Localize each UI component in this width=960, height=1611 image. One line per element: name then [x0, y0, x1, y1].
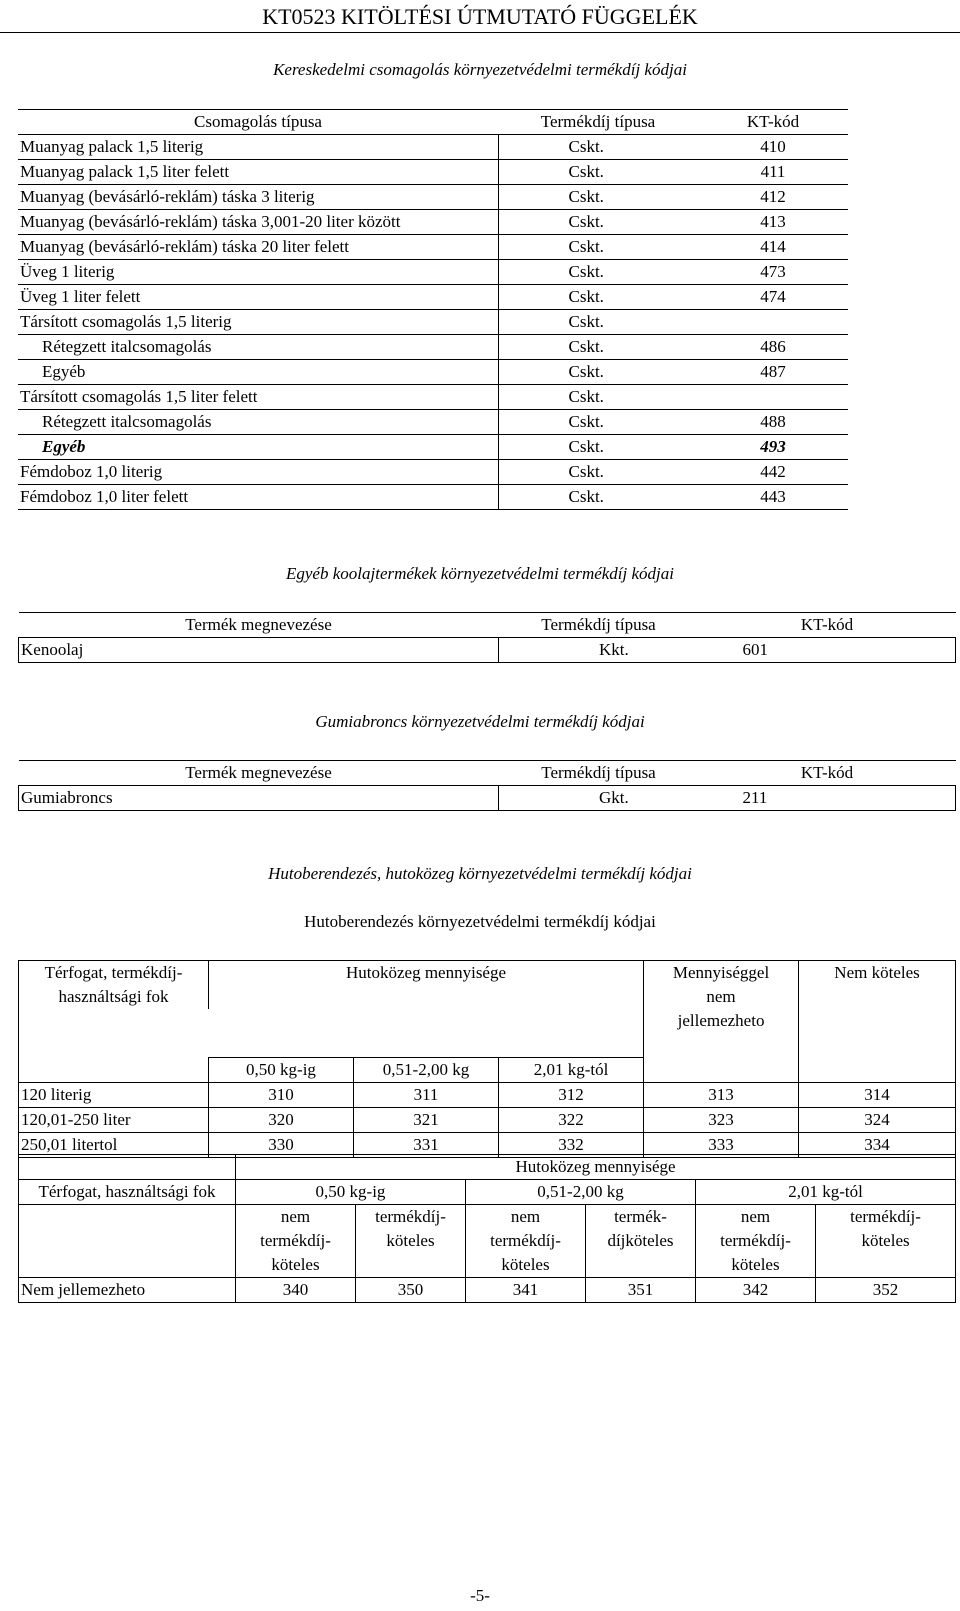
- col-header-volume: Térfogat, használtsági fok: [19, 1180, 236, 1205]
- col-header-kt-code: KT-kód: [746, 112, 800, 131]
- col-header-coolant: Hutoközeg mennyisége: [236, 1155, 956, 1180]
- table-row: Társított csomagolás 1,5 literig Cskt.: [18, 310, 848, 335]
- subheader-required: termék- díjköteles: [586, 1205, 696, 1278]
- table-row: 250,01 litertol 330 331 332 333 334: [19, 1132, 956, 1157]
- table-row: Muanyag (bevásárló-reklám) táska 20 liter felett Cskt. 414: [18, 235, 848, 260]
- subheader-not-required: nem termékdíj- köteles: [696, 1205, 816, 1278]
- table-row: Kenoolaj Kkt. 601: [19, 638, 956, 663]
- section1-caption: Kereskedelmi csomagolás környezetvédelmi termékdíj kódjai: [273, 60, 687, 79]
- table-row: 120 literig 310 311 312 313 314: [19, 1082, 956, 1107]
- col-header-volume: Térfogat, termékdíj- használtsági fok: [19, 961, 209, 1010]
- table-row: Muanyag (bevásárló-reklám) táska 3,001-20 liter között Cskt. 413: [18, 210, 848, 235]
- table-row: Társított csomagolás 1,5 liter felett Cskt.: [18, 385, 848, 410]
- table-row: Rétegzett italcsomagolás Cskt. 488: [18, 410, 848, 435]
- group-0-50kg: 0,50 kg-ig: [236, 1180, 466, 1205]
- table-row: 120,01-250 liter 320 321 322 323 324: [19, 1107, 956, 1132]
- col-header-fee-type: Termékdíj típusa: [540, 112, 656, 131]
- subheader-required: termékdíj- köteles: [816, 1205, 956, 1278]
- tyre-table: [18, 760, 956, 811]
- col-header-coolant: Hutoközeg mennyisége: [209, 961, 644, 1010]
- section3-caption: Gumiabroncs környezetvédelmi termékdíj kódjai: [315, 712, 645, 731]
- subheader-not-required: nem termékdíj- köteles: [236, 1205, 356, 1278]
- cooling-equipment-table: [18, 960, 956, 1158]
- col-header-fee-type: Termékdíj típusa: [541, 763, 656, 782]
- subheader-0-51-2kg: 0,51-2,00 kg: [354, 1057, 499, 1082]
- subheader-not-required: nem termékdíj- köteles: [466, 1205, 586, 1278]
- page-number: -5-: [470, 1586, 490, 1605]
- table-row: Fémdoboz 1,0 liter felett Cskt. 443: [18, 485, 848, 510]
- table-row: Muanyag (bevásárló-reklám) táska 3 literig Cskt. 412: [18, 185, 848, 210]
- subheader-0-50kg: 0,50 kg-ig: [209, 1057, 354, 1082]
- oil-table: [18, 612, 956, 663]
- col-header-product-name: Termék megnevezése: [185, 615, 332, 634]
- col-header-kt-code: KT-kód: [800, 615, 854, 634]
- table-row: Gumiabroncs Gkt. 211: [19, 786, 956, 811]
- group-2-01kg: 2,01 kg-tól: [696, 1180, 956, 1205]
- group-0-51-2kg: 0,51-2,00 kg: [466, 1180, 696, 1205]
- table-row: Üveg 1 liter felett Cskt. 474: [18, 285, 848, 310]
- coolant-table: [18, 1154, 956, 1303]
- section4-caption: Hutoberendezés, hutoközeg környezetvédelmi termékdíj kódjai: [268, 864, 692, 883]
- col-header-packaging-type: Csomagolás típusa: [194, 112, 322, 131]
- page-title: KT0523 KITÖLTÉSI ÚTMUTATÓ FÜGGELÉK: [262, 4, 698, 29]
- title-rule: [0, 32, 960, 33]
- table-row: Muanyag palack 1,5 literig Cskt. 410: [18, 135, 848, 160]
- table-row: Muanyag palack 1,5 liter felett Cskt. 411: [18, 160, 848, 185]
- subheader-2-01kg: 2,01 kg-tól: [499, 1057, 644, 1082]
- table-row: Egyéb Cskt. 487: [18, 360, 848, 385]
- table-row: Egyéb Cskt. 493: [18, 435, 848, 460]
- table-row: Nem jellemezheto 340 350 341 351 342 352: [19, 1278, 956, 1303]
- col-header-qty-undefinable: Mennyiséggel nem jellemezheto: [644, 961, 799, 1058]
- table-row: Fémdoboz 1,0 literig Cskt. 442: [18, 460, 848, 485]
- col-header-kt-code: KT-kód: [800, 763, 854, 782]
- section4-subcaption: Hutoberendezés környezetvédelmi termékdíj kódjai: [304, 912, 656, 931]
- section2-caption: Egyéb koolajtermékek környezetvédelmi termékdíj kódjai: [286, 564, 674, 583]
- packaging-table: [18, 109, 848, 510]
- subheader-required: termékdíj- köteles: [356, 1205, 466, 1278]
- table-row: Üveg 1 literig Cskt. 473: [18, 260, 848, 285]
- col-header-fee-type: Termékdíj típusa: [541, 615, 656, 634]
- col-header-product-name: Termék megnevezése: [185, 763, 332, 782]
- table-row: Rétegzett italcsomagolás Cskt. 486: [18, 335, 848, 360]
- col-header-not-required: Nem köteles: [799, 961, 956, 1010]
